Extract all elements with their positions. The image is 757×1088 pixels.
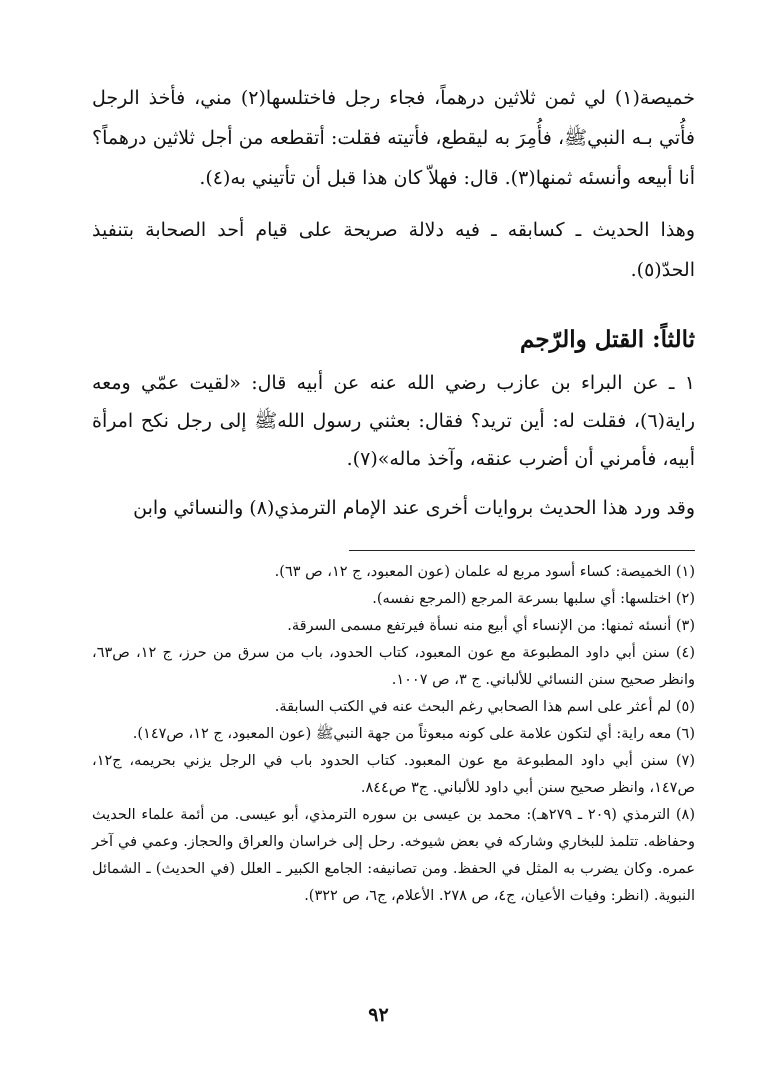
footnote-8: (٨) الترمذي (٢٠٩ ـ ٢٧٩هـ): محمد بن عيسى بن سوره الترمذي، أبو عيسى. من أئمة علماء الحديث وحفاظه. تتلمذ للبخاري وشاركه في بعض شيوخه. رحل إلى خراسان والعراق والحجاز. وعمي في آخر عمره. وكان يضرب به المثل في الحفظ. ومن تصانيفه: الجامع الكبير ـ العلل (في الحديث) ـ الشمائل النبوية. (انظر: وفيات الأعيان، ج٤، ص ٢٧٨. الأعلام، ج٦، ص ٣٢٢). — [92, 807, 695, 904]
footnote-7: (٧) سنن أبي داود المطبوعة مع عون المعبود. كتاب الحدود باب في الرجل يزني بحريمه، ج١٢، ص١٤٧، وانظر صحيح سنن أبي داود للألباني. ج٣ ص٨٤٤. — [92, 753, 695, 796]
footnote-3: (٣) أنسئه ثمنها: من الإنساء أي أبيع منه نسأة فيرتفع مسمى السرقة. — [287, 618, 695, 634]
paragraph-narrations: وقد ورد هذا الحديث بروايات أخرى عند الإمام الترمذي(٨) والنسائي وابن — [133, 497, 695, 519]
page-number: ٩٢ — [368, 1004, 389, 1026]
page-body — [92, 78, 695, 910]
section-heading: ثالثاً: القتل والرّجم — [520, 326, 695, 353]
footnote-6: (٦) معه راية: أي لتكون علامة على كونه مبعوثاً من جهة النبيﷺ (عون المعبود، ج ١٢، ص١٤٧). — [132, 726, 695, 742]
list-item-hadith-1: ١ ـ عن البراء بن عازب رضي الله عنه عن أبيه قال: «لقيت عمّي ومعه راية(٦)، فقلت له: أين تريد؟ فقال: بعثني رسول اللهﷺ إلى رجل نكح امرأة أبيه، فأمرني أن أضرب عنقه، وآخذ ماله»(٧). — [92, 372, 695, 470]
paragraph-commentary: وهذا الحديث ـ كسابقه ـ فيه دلالة صريحة على قيام أحد الصحابة بتنفيذ الحدّ(٥). — [92, 219, 695, 281]
footnote-5: (٥) لم أعثر على اسم هذا الصحابي رغم البحث عنه في الكتب السابقة. — [274, 699, 695, 715]
footnote-divider — [349, 550, 695, 551]
paragraph-hadith-continuation: خميصة(١) لي ثمن ثلاثين درهماً، فجاء رجل فاختلسها(٢) مني، فأخذ الرجل فأُتي بـه النبيﷺ، فأُمِرَ به ليقطع، فأتيته فقلت: أتقطعه من أجل ثلاثين درهماً؟ أنا أبيعه وأنسئه ثمنها(٣). قال: فهلاّ كان هذا قبل أن تأتيني به(٤). — [92, 87, 696, 189]
footnote-4: (٤) سنن أبي داود المطبوعة مع عون المعبود، كتاب الحدود، باب من سرق من حرز، ج ١٢، ص٦٣، وانظر صحيح سنن النسائي للألباني. ج ٣، ص ١٠٠٧. — [92, 645, 695, 688]
footnote-2: (٢) اختلسها: أي سلبها بسرعة المرجع (المرجع نفسه). — [372, 591, 695, 607]
footnotes — [92, 559, 695, 910]
footnote-1: (١) الخميصة: كساء أسود مربع له علمان (عون المعبود، ج ١٢، ص ٦٣). — [274, 564, 695, 580]
